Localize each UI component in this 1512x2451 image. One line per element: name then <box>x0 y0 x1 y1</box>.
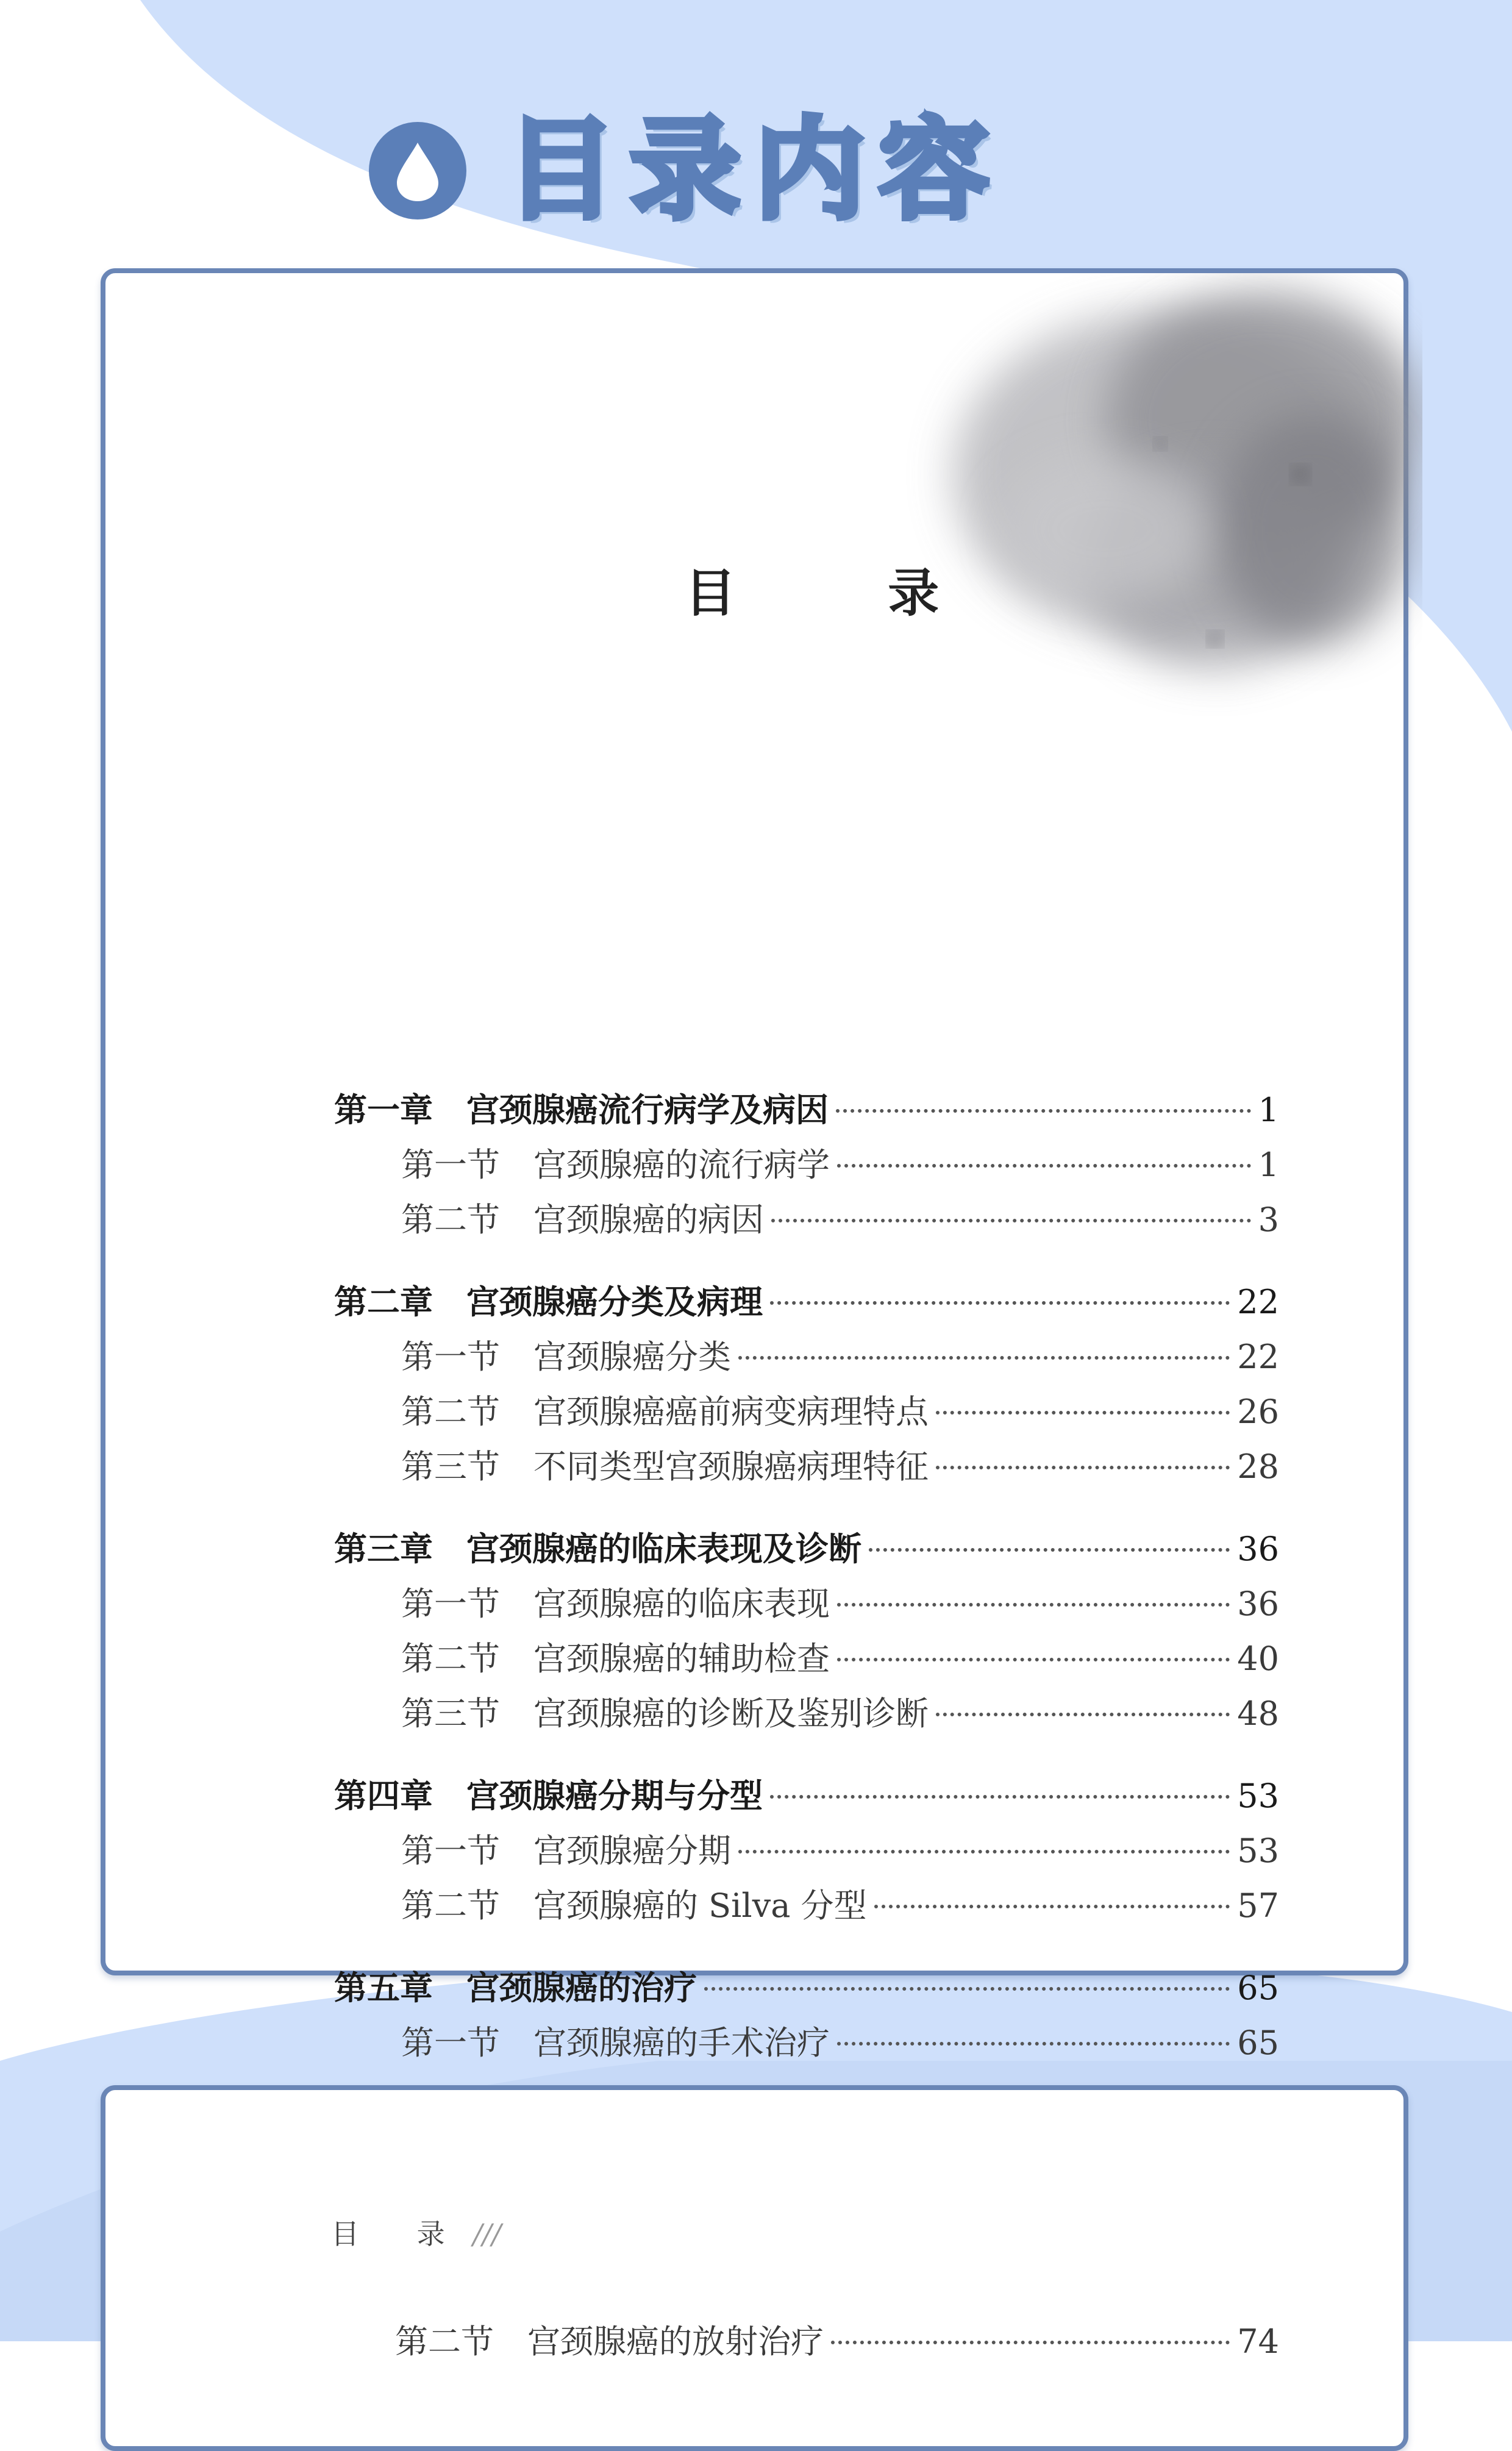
running-header <box>331 2212 501 2252</box>
toc-section-row <box>401 1578 1279 1627</box>
section-name: 宫颈腺癌分期 <box>533 1832 731 1870</box>
ink-wash-decoration <box>874 273 1422 737</box>
dot-leader <box>936 1411 1230 1415</box>
dot-leader <box>836 1109 1251 1113</box>
toc-section-row <box>401 1441 1279 1490</box>
dot-leader <box>770 1795 1230 1799</box>
page-ref: 74 <box>1237 2322 1279 2361</box>
toc-section-row <box>401 2017 1279 2066</box>
section-name: 宫颈腺癌的辅助检查 <box>533 1639 830 1678</box>
section-number: 第二节 <box>401 1201 500 1239</box>
dot-leader <box>874 1905 1230 1908</box>
chapter-name: 宫颈腺癌分类及病理 <box>466 1282 763 1321</box>
section-name: 宫颈腺癌的放射治疗 <box>527 2322 824 2361</box>
dot-leader <box>770 1301 1230 1305</box>
running-header-mark: /// <box>472 2217 502 2250</box>
section-number: 第三节 <box>401 1694 500 1733</box>
page-ref: 65 <box>1237 1969 1279 2007</box>
toc-section-row <box>395 2316 1279 2364</box>
section-title: 目录内容 <box>506 107 1004 234</box>
chapter-name: 宫颈腺癌的临床表现及诊断 <box>466 1529 861 1568</box>
section-number: 第一节 <box>401 1146 500 1184</box>
page-ref: 22 <box>1237 1283 1279 1321</box>
toc-title: 目 录 <box>685 563 1007 623</box>
dot-leader <box>936 1466 1230 1469</box>
section-name: 宫颈腺癌的病因 <box>533 1201 764 1239</box>
dot-leader <box>936 1713 1230 1716</box>
toc-section-row <box>401 1633 1279 1682</box>
page-ref: 36 <box>1237 1530 1279 1568</box>
section-name: 宫颈腺癌的 Silva 分型 <box>533 1886 867 1925</box>
chapter-name: 宫颈腺癌分期与分型 <box>466 1776 763 1815</box>
toc-chapter-row <box>334 1770 1279 1819</box>
page-ref: 57 <box>1237 1886 1279 1925</box>
chapter-number: 第三章 <box>334 1529 433 1568</box>
dot-leader <box>771 1219 1251 1222</box>
page-ref: 40 <box>1237 1639 1279 1678</box>
chapter-name: 宫颈腺癌的治疗 <box>466 1968 697 2007</box>
dot-leader <box>837 2042 1230 2046</box>
toc-section-row <box>401 1194 1279 1243</box>
section-name: 宫颈腺癌的诊断及鉴别诊断 <box>533 1694 929 1733</box>
toc-page-card <box>101 268 1408 2062</box>
toc-section-row <box>401 1139 1279 1188</box>
section-number: 第一节 <box>401 1585 500 1623</box>
chapter-number: 第四章 <box>334 1776 433 1815</box>
section-number: 第一节 <box>401 1832 500 1870</box>
section-name: 宫颈腺癌的手术治疗 <box>533 2024 830 2062</box>
dot-leader <box>738 1850 1230 1853</box>
section-number: 第二节 <box>401 1639 500 1678</box>
page-ref: 1 <box>1258 1091 1279 1129</box>
page-ref: 53 <box>1237 1777 1279 1815</box>
water-drop-icon <box>369 122 466 219</box>
dot-leader <box>837 1603 1230 1607</box>
toc-section-row <box>401 1386 1279 1435</box>
page-ref: 28 <box>1237 1447 1279 1486</box>
page-ref: 1 <box>1258 1146 1279 1184</box>
toc-section-row <box>401 1331 1279 1380</box>
section-name: 宫颈腺癌的临床表现 <box>533 1585 830 1623</box>
chapter-name: 宫颈腺癌流行病学及病因 <box>466 1090 829 1129</box>
chapter-number: 第二章 <box>334 1282 433 1321</box>
page-ref: 3 <box>1258 1201 1279 1239</box>
section-name: 不同类型宫颈腺癌病理特征 <box>533 1447 929 1486</box>
chapter-number: 第五章 <box>334 1968 433 2007</box>
chapter-number: 第一章 <box>334 1090 433 1129</box>
toc-section-row <box>401 1688 1279 1736</box>
toc-section-row <box>401 1880 1279 1928</box>
dot-leader <box>704 1987 1230 1991</box>
section-number: 第一节 <box>401 2024 500 2062</box>
next-page-card <box>101 2085 1408 2451</box>
section-name: 宫颈腺癌癌前病变病理特点 <box>533 1393 929 1431</box>
section-name: 宫颈腺癌的流行病学 <box>533 1146 830 1184</box>
dot-leader <box>837 1658 1230 1661</box>
toc-chapter-row <box>334 1962 1279 2011</box>
section-number: 第二节 <box>401 1393 500 1431</box>
page-ref: 22 <box>1237 1338 1279 1376</box>
section-number: 第二节 <box>395 2322 494 2361</box>
page-ref: 36 <box>1237 1585 1279 1623</box>
section-name: 宫颈腺癌分类 <box>533 1338 731 1376</box>
page-ref: 48 <box>1237 1694 1279 1733</box>
page-ref: 53 <box>1237 1832 1279 1870</box>
section-number: 第三节 <box>401 1447 500 1486</box>
toc-chapter-row <box>334 1523 1279 1572</box>
section-number: 第一节 <box>401 1338 500 1376</box>
section-number: 第二节 <box>401 1886 500 1925</box>
dot-leader <box>738 1356 1230 1360</box>
toc-section-row <box>401 1825 1279 1874</box>
page-ref: 65 <box>1237 2024 1279 2062</box>
running-header-text: 目 录 <box>331 2217 469 2250</box>
dot-leader <box>869 1548 1230 1552</box>
toc-chapter-row <box>334 1084 1279 1133</box>
toc-chapter-row <box>334 1276 1279 1325</box>
page-ref: 26 <box>1237 1393 1279 1431</box>
dot-leader <box>837 1164 1251 1168</box>
